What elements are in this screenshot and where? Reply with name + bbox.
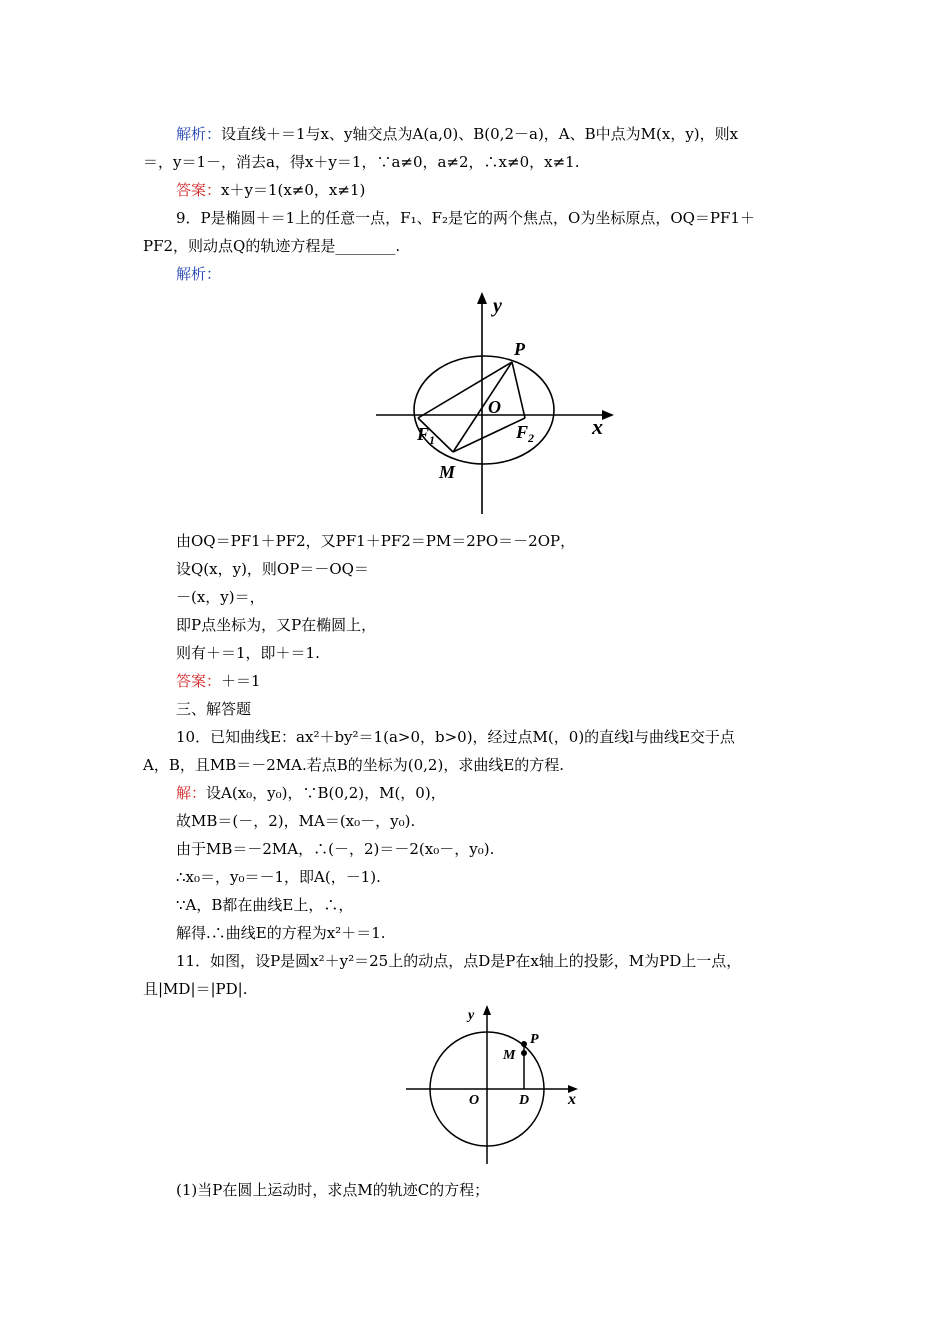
label-f2: $F_2$ xyxy=(516,422,535,445)
q11-line2: 且|MD|＝|PD|. xyxy=(143,980,248,998)
q10-sol4: ∴x₀＝，y₀＝－1，即A(，－1). xyxy=(176,868,381,886)
q10-sol1: 解：设A(x₀，y₀)，∵B(0,2)，M(，0)， xyxy=(176,784,446,802)
label-m: M xyxy=(439,462,456,482)
ellipse-figure xyxy=(370,292,620,518)
q9-sol1: 由OQ＝PF1＋PF2，又PF1＋PF2＝PM＝2PO＝－2OP， xyxy=(176,532,576,550)
q10-sol3: 由于MB＝－2MA，∴(－，2)＝－2(x₀－，y₀). xyxy=(176,840,495,858)
label-o: O xyxy=(488,397,501,417)
sec8-answer: 答案：x＋y＝1(x≠0，x≠1) xyxy=(176,181,366,199)
q10-line1: 10．已知曲线E：ax²＋by²＝1(a>0，b>0)，经过点M(，0)的直线l与曲线E交于点 xyxy=(176,728,735,746)
label-f1: $F_1$ xyxy=(417,424,436,447)
sec8-line1: 解析：设直线＋＝1与x、y轴交点为A(a,0)、B(0,2－a)，A、B中点为M(x，y)，则x xyxy=(176,125,739,143)
label-o: O xyxy=(469,1093,480,1108)
label-p: P xyxy=(530,1032,539,1047)
label-p: P xyxy=(514,339,525,359)
q9-line2: PF2，则动点Q的轨迹方程是________. xyxy=(143,237,401,255)
q11-part1: (1)当P在圆上运动时，求点M的轨迹C的方程； xyxy=(176,1181,490,1199)
answer-label: 答案： xyxy=(176,181,222,199)
q10-sol2: 故MB＝(－，2)，MA＝(x₀－，y₀). xyxy=(176,812,416,830)
q9-sol4: 即P点坐标为，又P在椭圆上， xyxy=(176,616,377,634)
label-y: y xyxy=(468,1008,475,1023)
q10-line2: A，B，且MB＝－2MA.若点B的坐标为(0,2)，求曲线E的方程. xyxy=(143,756,565,774)
answer-label: 答案： xyxy=(176,672,222,690)
sec8-line2: ＝，y＝1－，消去a，得x＋y＝1，∵a≠0，a≠2，∴x≠0，x≠1. xyxy=(143,153,580,171)
y-arrow-icon xyxy=(483,1005,491,1015)
q11-line1: 11．如图，设P是圆x²＋y²＝25上的动点，点D是P在x轴上的投影，M为PD上一点， xyxy=(176,952,742,970)
point-m xyxy=(521,1050,527,1056)
segment-p-f2 xyxy=(512,362,525,418)
y-arrow-icon xyxy=(477,292,487,304)
label-x: x xyxy=(592,414,603,439)
point-p xyxy=(521,1041,527,1047)
q9-line1: 9．P是椭圆＋＝1上的任意一点，F₁、F₂是它的两个焦点，O为坐标原点，OQ＝PF1＋ xyxy=(176,209,755,227)
label-y: y xyxy=(493,295,502,317)
q9-answer: 答案：＋＝1 xyxy=(176,672,261,690)
q9-jiexi-label: 解析： xyxy=(176,265,222,283)
q9-sol5: 则有＋＝1，即＋＝1. xyxy=(176,644,320,662)
jie-label: 解： xyxy=(176,784,207,802)
label-m: M xyxy=(503,1048,516,1063)
x-arrow-icon xyxy=(602,410,614,420)
label-d: D xyxy=(519,1093,530,1108)
ellipse xyxy=(414,356,554,464)
section-heading: 三、解答题 xyxy=(176,700,252,718)
label-x: x xyxy=(568,1091,576,1108)
q9-sol2: 设Q(x，y)，则OP＝－OQ＝ xyxy=(176,560,369,578)
circle-figure xyxy=(400,1004,590,1168)
q10-sol6: 解得.∴曲线E的方程为x²＋＝1. xyxy=(176,924,386,942)
q10-sol5: ∵A，B都在曲线E上，∴， xyxy=(176,896,354,914)
jiexi-label: 解析： xyxy=(176,125,222,143)
q9-sol3: －(x，y)＝， xyxy=(176,588,265,606)
